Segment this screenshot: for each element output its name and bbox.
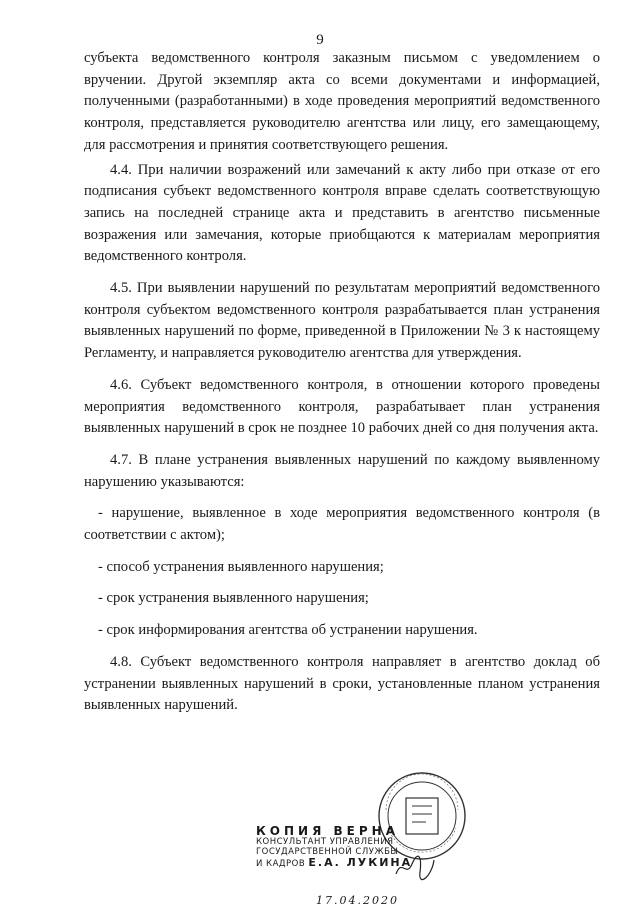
stamp-name: Е.А. ЛУКИНА: [308, 855, 413, 869]
page-number: 9: [316, 32, 324, 48]
list-item: - способ устранения выявленного нарушения;: [98, 558, 384, 575]
stamp-position: КОНСУЛЬТАНТ УПРАВЛЕНИЯ: [256, 836, 394, 847]
signature-icon: [392, 852, 438, 882]
paragraph-4-6: 4.6. Субъект ведомственного контроля, в отношении которого проведены мероприятия ведомственного контроля, разрабатывает план устранения выявленных нарушений в срок не позднее 10 рабочих дней со дня получения акта.: [84, 376, 600, 437]
document-body: [84, 48, 600, 717]
list-item: - нарушение, выявленное в ходе мероприятия ведомственного контроля (в соответствии с актом);: [84, 505, 600, 544]
list-item: - срок информирования агентства об устранении нарушения.: [98, 622, 478, 639]
paragraph-4-7: 4.7. В плане устранения выявленных нарушений по каждому выявленному нарушению указываются:: [84, 451, 600, 490]
paragraph-4-4: 4.4. При наличии возражений или замечаний к акту либо при отказе от его подписания субъект ведомственного контроля вправе сделать соответствующую запись на последней странице акта и представить в агентство письменные возражения или замечания, которые приобщаются к материалам мероприятия ведомственного контроля.: [84, 161, 600, 265]
paragraph-4-8: 4.8. Субъект ведомственного контроля направляет в агентство доклад об устранении выявленных нарушений в сроки, установленные планом устранения выявленных нарушений.: [84, 653, 600, 714]
stamp-department: ГОСУДАРСТВЕННОЙ СЛУЖБЫ: [256, 847, 399, 857]
stamp-date: 17.04.2020: [316, 894, 399, 907]
paragraph-continuation: субъекта ведомственного контроля заказным письмом с уведомлением о вручении. Другой экземпляр акта со всеми документами и информацией, полученными (разработанными) в ходе проведения мероприятий ведомственного контроля, представляется руководителю агентства или лицу, его замещающему, для рассмотрения и принятия соответствующего решения.: [84, 50, 600, 153]
list-item: - срок устранения выявленного нарушения;: [98, 590, 369, 607]
paragraph-4-5: 4.5. При выявлении нарушений по результатам мероприятий ведомственного контроля субъектом ведомственного контроля разрабатывается план устранения выявленных нарушений по форме, приведенной в Приложении № 3 к настоящему Регламенту, и направляется руководителю агентства для утверждения.: [84, 280, 600, 362]
stamp-title: КОПИЯ ВЕРНА: [256, 824, 399, 838]
stamp-dept-suffix: И КАДРОВ: [256, 858, 306, 869]
